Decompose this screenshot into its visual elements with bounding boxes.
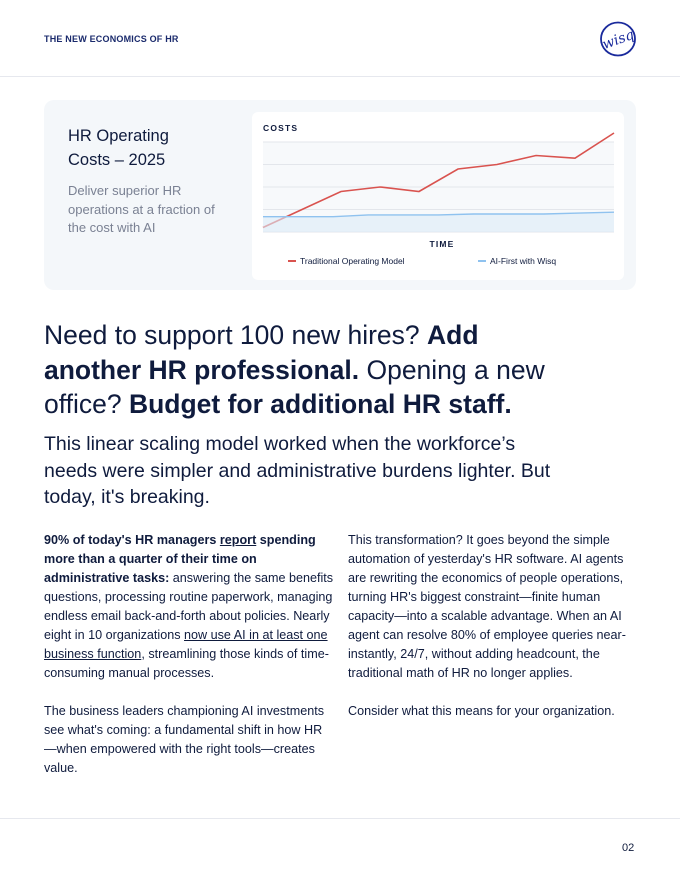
- left-column: [44, 531, 334, 797]
- cost-chart: [252, 112, 624, 280]
- left-paragraph-2: The business leaders championing AI investments see what's coming: a fundamental shift in how HR—when empowered with the right tools—creates value.: [44, 704, 325, 775]
- report-link[interactable]: report: [219, 533, 257, 547]
- left-paragraph-1: [44, 531, 334, 683]
- legend-label-0: Traditional Operating Model: [300, 256, 405, 266]
- logo-text: wisq: [600, 26, 637, 54]
- right-paragraph-1: This transformation? It goes beyond the simple automation of yesterday's HR software. AI agents are rewriting the economics of people operations, turning HR's biggest constraint—finite human capacity—into a scalable advantage. When an AI agent can resolve 80% of employee queries near-instantly, 24/7, without adding headcount, the traditional math of HR no longer applies.: [348, 533, 626, 680]
- right-column: [348, 531, 638, 740]
- card-title-line1: HR Operating: [68, 127, 169, 145]
- y-axis-label: COSTS: [263, 123, 299, 133]
- page-number: 02: [622, 842, 635, 854]
- card-subtitle: Deliver superior HR operations at a fraction of the cost with AI: [68, 183, 215, 235]
- subheadline: This linear scaling model worked when the workforce’s needs were simpler and administrative burdens lighter. But today, it's breaking.: [44, 433, 551, 508]
- page-header: [0, 0, 680, 77]
- left-bold-b: spending more than a quarter of their time on administrative tasks:: [44, 533, 316, 585]
- ai-usage-link[interactable]: now use AI in at least one business function: [44, 628, 328, 661]
- left-text-a: answering the same benefits questions, processing routine paperwork, managing endless email back-and-forth about policies. Nearly eight in 10 organizations: [44, 571, 334, 642]
- document-title: THE NEW ECONOMICS OF HR: [44, 34, 179, 44]
- legend-label-1: AI-First with Wisq: [490, 256, 557, 266]
- headline: [44, 318, 564, 422]
- cost-card: [44, 100, 636, 290]
- headline-part2: Opening a new office?: [44, 354, 545, 419]
- card-title: [68, 124, 228, 172]
- headline-bold2: Budget for additional HR staff.: [128, 389, 512, 419]
- headline-bold1: Add another HR professional.: [44, 320, 479, 385]
- left-text-b: , streamlining those kinds of time-consuming manual processes.: [44, 647, 329, 680]
- headline-part1: Need to support 100 new hires?: [44, 320, 428, 350]
- card-title-line2: Costs – 2025: [68, 151, 166, 169]
- footer-divider: [0, 818, 680, 819]
- left-bold-a: 90% of today's HR managers: [44, 533, 220, 547]
- x-axis-label: TIME: [429, 239, 455, 249]
- chart-legend: [288, 256, 556, 266]
- wisq-logo: [598, 20, 638, 58]
- right-paragraph-2: Consider what this means for your organization.: [348, 704, 615, 718]
- chart-svg: [252, 112, 624, 280]
